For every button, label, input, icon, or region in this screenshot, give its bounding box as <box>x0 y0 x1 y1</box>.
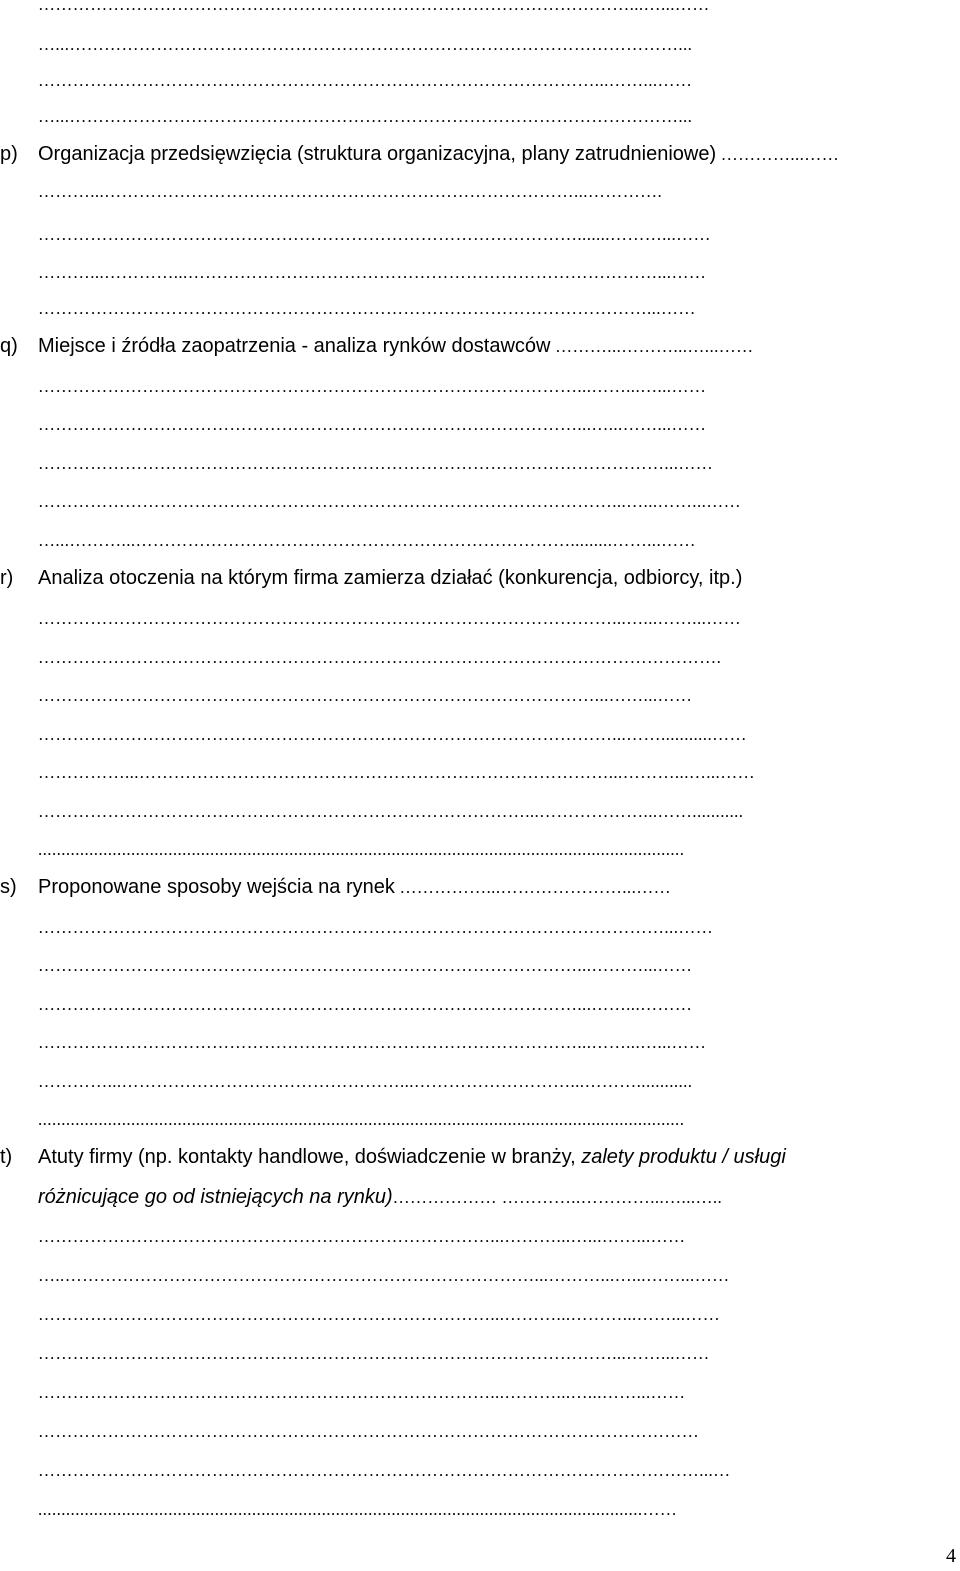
dotted-line: …………………………………………………………………………………...…...……...…… <box>38 415 707 434</box>
heading-dots: …………...…… <box>716 145 840 164</box>
dotted-line: ………………………………………………………………………………………………………. <box>38 648 722 667</box>
section-heading <box>38 1146 786 1168</box>
section-heading <box>38 567 742 590</box>
section-heading-text: Organizacja przedsięwzięcia (struktura organizacyjna, plany zatrudnieniowe) <box>38 143 717 165</box>
dotted-line: ………………………………………………………………………………………………...…… <box>38 454 714 473</box>
dotted-line: ........................................................................................................................................... <box>38 840 685 859</box>
dotted-line: …………………………………………………………………………………...……...…...…… <box>38 377 707 396</box>
dotted-line: …………………………………………………………………………………………...…...…… <box>38 0 710 14</box>
section-letter: p) <box>0 143 18 165</box>
heading-dots: ……………… …………..…………...…...….. <box>392 1188 723 1207</box>
dotted-line: …………...…………………………………………...………………………...………............ <box>38 1072 693 1091</box>
dotted-line: …………………………………………………………………………………...………...…… <box>38 956 693 975</box>
section-heading-italic: różnicujące go od istniejących na rynku) <box>38 1186 393 1208</box>
dotted-line: …...……………………………………………………………………………………………... <box>38 35 693 54</box>
dotted-line: …………………………………………………………………………………...……...…...…… <box>38 1033 707 1052</box>
dotted-line: ……………...………………………………………………………………………...………...…...…… <box>38 763 755 782</box>
dotted-line: ………...………………………………………………………………………...…………. <box>38 182 663 201</box>
dotted-line: ……………………………………………………………………………………...……...…… <box>38 71 693 90</box>
dotted-line: ………………………………………………………………………………………...……...........…… <box>38 725 747 744</box>
section-letter: s) <box>0 876 17 898</box>
dotted-line: ……………………………………………………………………...………...………...……...…… <box>38 1305 721 1324</box>
section-heading <box>38 143 839 166</box>
section-heading-text: Miejsce i źródła zaopatrzenia - analiza rynków dostawców <box>38 335 551 357</box>
dotted-line: ..................................................................................................................................…… <box>38 1500 678 1519</box>
dotted-line: ……………………………………………………………………………………...……...…… <box>38 686 693 705</box>
section-heading <box>38 876 671 899</box>
dotted-line: ………………………………………………………………………………………...……...…… <box>38 1344 710 1363</box>
section-heading-text: Analiza otoczenia na którym firma zamierza działać (konkurencja, odbiorcy, itp.) <box>38 567 743 589</box>
dotted-line: ........................................................................................................................................... <box>38 1110 685 1129</box>
section-letter: r) <box>0 567 14 589</box>
section-heading-text: Atuty firmy (np. kontakty handlowe, doświadczenie w branży, <box>38 1146 582 1168</box>
dotted-line: ……………………………………………………………………...………...…...……...…… <box>38 1227 686 1246</box>
dotted-line: …...………...………………………………………………………………….........……...…… <box>38 531 696 550</box>
heading-dots: ………...………...…...…… <box>550 337 754 356</box>
section-heading <box>38 335 754 358</box>
section-heading-italic: zalety produktu / usługi <box>581 1146 786 1168</box>
dotted-line: …………………………………………………………………………………………………… <box>38 1422 700 1441</box>
section-heading-text: Proponowane sposoby wejścia na rynek <box>38 876 395 898</box>
dotted-line: ………………………………………………………………………………….......………...…… <box>38 225 711 244</box>
section-letter: t) <box>0 1146 13 1168</box>
page-number: 4 <box>946 1545 956 1567</box>
dotted-line: ………………………………………………………………………………………...…...……...…… <box>38 492 742 511</box>
dotted-line: ……………………………………………………………………………………………………...… <box>38 1461 731 1480</box>
dotted-line: ………………………………………………………………………………………...…...……...…… <box>38 609 742 628</box>
dotted-line: ……………………………………………………………………………………………...…… <box>38 299 696 318</box>
dotted-line: ………...…………...………………………………………………………………………...…… <box>38 263 707 282</box>
dotted-line: ……………………………………………………………………...………...…...……...…… <box>38 1383 686 1402</box>
section-letter: q) <box>0 335 18 357</box>
dotted-line: ………………………………………………………………………………………………...…… <box>38 918 714 937</box>
dotted-line: …………………………………………………………………………………...……...……… <box>38 995 693 1014</box>
section-heading-continued <box>38 1186 722 1209</box>
dotted-line: …………………………………………………………………………...………………...……........... <box>38 802 744 821</box>
dotted-line: …...……………………………………………………………………………………………... <box>38 107 693 126</box>
dotted-line: …..………………………………………………………………………...………...…...……...…… <box>38 1266 730 1285</box>
heading-dots: ……………...…………………...…… <box>394 878 672 897</box>
